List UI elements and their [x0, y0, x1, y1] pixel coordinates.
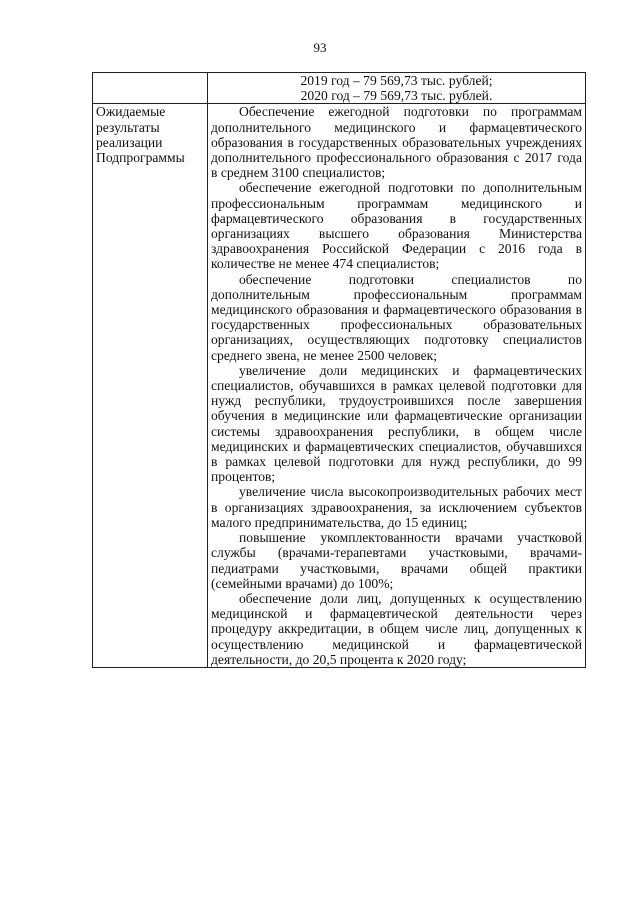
label-line: Ожидаемые	[96, 104, 166, 120]
result-paragraph: обеспечение подготовки специалистов по дополнительным профессиональным программам медицинского образования и фармацевтического образования в государственных профессиональных образовательных организациях, осуществляющих подготовку специалистов среднего звена, не менее 2500 человек;	[211, 271, 582, 363]
page-number: 93	[313, 40, 327, 55]
result-paragraph: обеспечение ежегодной подготовки по дополнительным профессиональным программам медицинского и фармацевтического образования в государственных организациях высшего образования Министерства здравоохранения Российской Федерации с 2016 года в количестве не менее 474 специалистов;	[211, 180, 582, 272]
funding-content-cell	[208, 73, 586, 104]
result-paragraph: Обеспечение ежегодной подготовки по программам дополнительного медицинского и фармацевтического образования в государственных образовательных учреждениях дополнительного профессионального образования с 2017 года в среднем 3100 специалистов;	[211, 104, 582, 181]
result-paragraph: увеличение числа высокопроизводительных рабочих мест в организациях здравоохранения, за исключением субъектов малого предпринимательства, до 15 единиц;	[211, 484, 582, 530]
funding-line-2019: 2019 год – 79 569,73 тыс. рублей;	[300, 73, 493, 88]
expected-results-row	[93, 104, 586, 668]
funding-line-2020: 2020 год – 79 569,73 тыс. рублей.	[300, 88, 493, 104]
funding-row	[93, 73, 586, 104]
program-table	[92, 72, 586, 668]
expected-results-content-cell	[208, 104, 586, 668]
funding-label-cell	[93, 73, 208, 104]
result-paragraph: увеличение доли медицинских и фармацевтических специалистов, обучавшихся в рамках целевой подготовки для нужд республики, трудоустроившихся после завершения обучения в медицинские или фармацевтические организации системы здравоохранения республики, в общем числе медицинских и фармацевтических специалистов, обучавшихся в рамках целевой подготовки для нужд республики, до 99 процентов;	[211, 362, 582, 485]
label-line: результаты	[96, 119, 160, 135]
expected-results-label-cell	[93, 104, 208, 668]
result-paragraph: повышение укомплектованности врачами участковой службы (врачами-терапевтами участковыми, врачами-педиатрами участковыми, врачами общей практики (семейными врачами) до 100%;	[211, 530, 582, 591]
label-line: Подпрограммы	[96, 150, 185, 166]
result-paragraph: обеспечение доли лиц, допущенных к осуществлению медицинской и фармацевтической деятельности через процедуру аккредитации, в общем числе лиц, допущенных к осуществлению медицинской и фармацевтической деятельности, до 20,5 процента к 2020 году;	[211, 590, 582, 667]
label-line: реализации	[96, 134, 163, 150]
